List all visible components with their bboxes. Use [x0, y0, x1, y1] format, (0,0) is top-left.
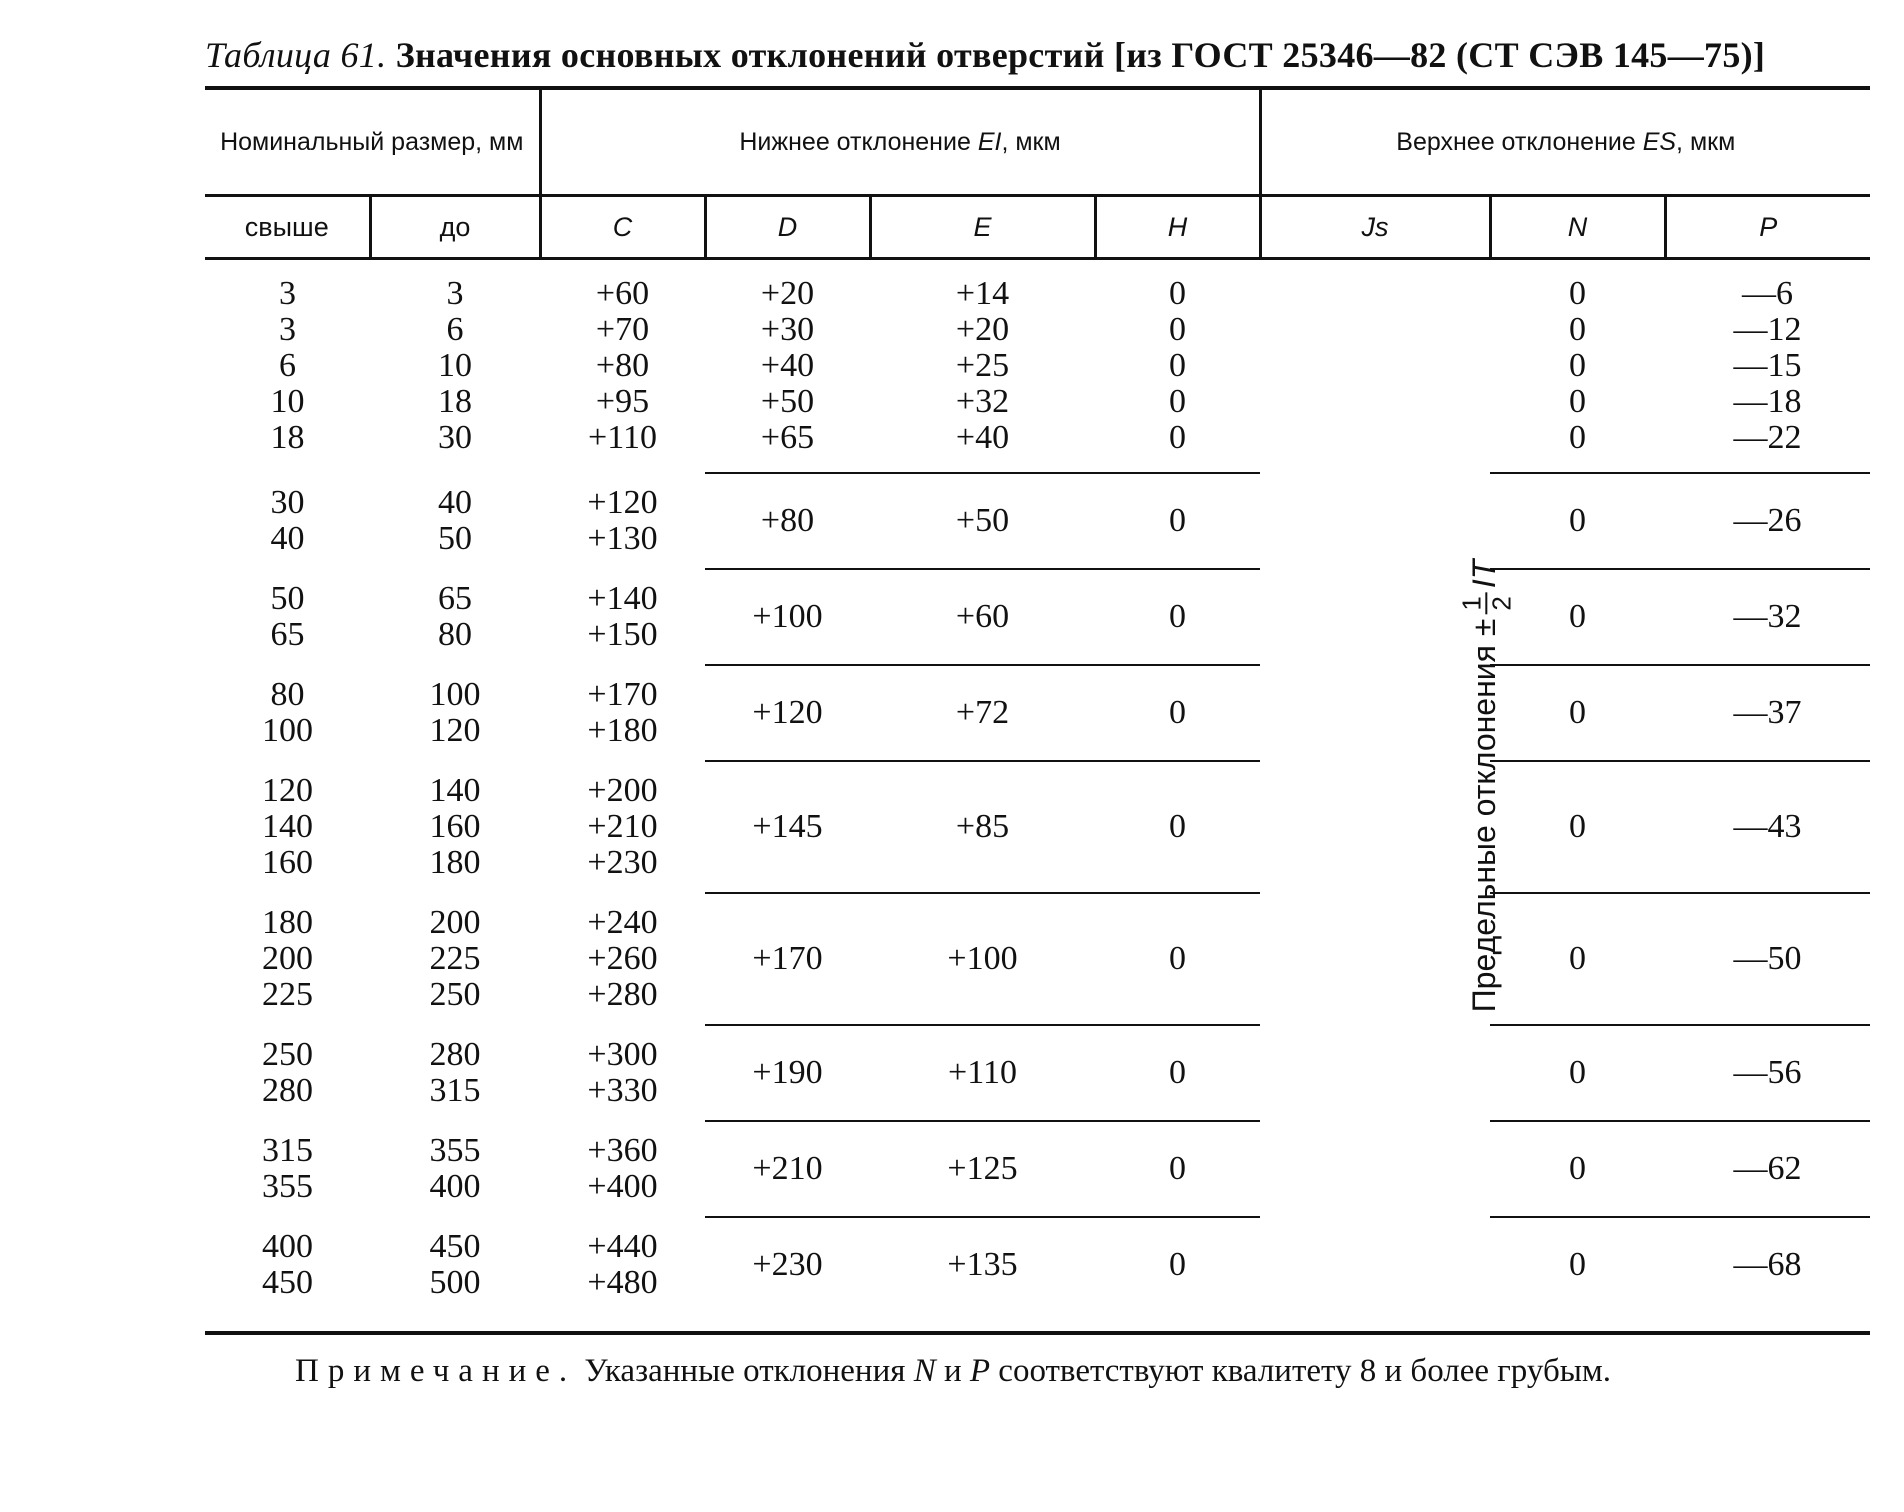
- cell-value: +32: [955, 382, 1010, 420]
- cell-p: [1665, 1217, 1870, 1313]
- table-body: [205, 259, 1870, 1313]
- note-text-c: соответствуют квалитету 8 и более грубым.: [990, 1352, 1612, 1389]
- cell-value: 10: [270, 383, 305, 421]
- cell-value: —50: [1733, 939, 1802, 977]
- cell-c: [540, 665, 705, 761]
- cell-value: 18: [438, 383, 472, 421]
- table-row: [205, 569, 1870, 665]
- cell-value: 180: [262, 903, 313, 941]
- cell-value: 250: [262, 1035, 313, 1073]
- cell-value: +170: [752, 939, 823, 977]
- cell-value: +280: [587, 975, 658, 1013]
- table-row: [205, 893, 1870, 1025]
- cell-h: [1095, 259, 1260, 473]
- cell-e: [870, 259, 1095, 473]
- col-h: H: [1095, 196, 1260, 259]
- cell-value: —68: [1733, 1246, 1802, 1283]
- table-row: [205, 761, 1870, 893]
- es-unit: , мкм: [1676, 128, 1736, 156]
- cell-n: [1490, 473, 1665, 569]
- note-symbol-p: P: [969, 1352, 991, 1389]
- cell-value: 0: [1169, 382, 1187, 420]
- note-symbol-n: N: [913, 1352, 936, 1389]
- cell-h: [1095, 569, 1260, 665]
- cell-over: [205, 259, 370, 473]
- cell-value: 0: [1169, 1149, 1187, 1187]
- cell-value: +230: [587, 843, 658, 881]
- cell-value: +240: [587, 903, 658, 941]
- header-upper-deviation: [1260, 90, 1870, 196]
- cell-value: +130: [587, 519, 658, 557]
- table-row: [205, 1121, 1870, 1217]
- cell-value: +400: [587, 1167, 658, 1205]
- table-row: [205, 1025, 1870, 1121]
- cell-c: [540, 761, 705, 893]
- cell-value: 200: [262, 939, 313, 977]
- cell-value: +110: [588, 419, 657, 457]
- cell-value: 0: [1569, 274, 1587, 312]
- cell-h: [1095, 1121, 1260, 1217]
- cell-value: +200: [587, 771, 658, 809]
- cell-over: [205, 893, 370, 1025]
- cell-value: +65: [760, 418, 815, 456]
- cell-value: +80: [760, 501, 815, 539]
- cell-value: 65: [270, 615, 305, 653]
- cell-n: [1490, 893, 1665, 1025]
- cell-value: +190: [752, 1053, 823, 1091]
- col-js: Js: [1260, 196, 1490, 259]
- cell-value: +170: [587, 675, 658, 713]
- cell-to: [370, 761, 540, 893]
- cell-to: [370, 1025, 540, 1121]
- cell-h: [1095, 893, 1260, 1025]
- cell-n: [1490, 1025, 1665, 1121]
- cell-value: 400: [262, 1227, 313, 1265]
- cell-value: +100: [752, 597, 823, 635]
- table-row: [205, 665, 1870, 761]
- cell-e: [870, 893, 1095, 1025]
- caption-label: Таблица 61.: [205, 35, 387, 75]
- cell-value: 0: [1569, 501, 1587, 539]
- cell-c: [540, 1217, 705, 1313]
- cell-value: +360: [587, 1131, 658, 1169]
- fraction: [1457, 592, 1515, 614]
- cell-value: 0: [1569, 382, 1587, 420]
- cell-c: [540, 259, 705, 473]
- cell-value: 120: [262, 771, 313, 809]
- cell-c: [540, 473, 705, 569]
- cell-value: +100: [947, 939, 1018, 977]
- cell-d: [705, 1121, 870, 1217]
- cell-value: 3: [279, 311, 296, 349]
- table-row: [205, 259, 1870, 473]
- cell-p: [1665, 1025, 1870, 1121]
- cell-value: 40: [438, 483, 472, 521]
- cell-value: —62: [1733, 1149, 1802, 1187]
- cell-to: [370, 569, 540, 665]
- es-prefix: Верхнее отклонение: [1396, 128, 1643, 156]
- cell-h: [1095, 761, 1260, 893]
- header-nominal-size: Номинальный размер, мм: [205, 90, 540, 196]
- cell-value: +20: [760, 274, 815, 312]
- cell-value: +120: [587, 483, 658, 521]
- cell-value: 0: [1569, 939, 1587, 977]
- cell-value: +40: [955, 418, 1010, 456]
- cell-value: +300: [587, 1035, 658, 1073]
- cell-value: +230: [752, 1246, 823, 1283]
- cell-value: +85: [955, 807, 1010, 845]
- cell-d: [705, 259, 870, 473]
- cell-value: +80: [595, 347, 650, 385]
- cell-value: +150: [587, 615, 658, 653]
- cell-value: +50: [760, 382, 815, 420]
- cell-value: 30: [438, 419, 472, 457]
- cell-n: [1490, 761, 1665, 893]
- ei-unit: , мкм: [1001, 128, 1061, 156]
- cell-value: —32: [1733, 597, 1802, 635]
- header-lower-deviation: [540, 90, 1260, 196]
- cell-h: [1095, 1025, 1260, 1121]
- cell-value: +140: [587, 579, 658, 617]
- cell-value: 6: [446, 311, 464, 349]
- cell-value: —15: [1733, 346, 1802, 384]
- cell-value: 0: [1169, 1246, 1187, 1283]
- cell-value: +120: [752, 693, 823, 731]
- cell-value: 30: [270, 483, 305, 521]
- page: [205, 30, 1870, 1389]
- cell-e: [870, 665, 1095, 761]
- cell-value: 3: [446, 275, 464, 313]
- cell-value: 315: [429, 1071, 481, 1109]
- js-limit-note: [1260, 259, 1517, 1313]
- cell-value: +95: [595, 383, 650, 421]
- cell-value: —43: [1733, 807, 1802, 845]
- cell-value: +180: [587, 711, 658, 749]
- cell-value: 0: [1169, 807, 1187, 845]
- col-d: D: [705, 196, 870, 259]
- cell-value: 280: [429, 1035, 481, 1073]
- cell-p: [1665, 893, 1870, 1025]
- cell-to: [370, 1121, 540, 1217]
- cell-value: 0: [1169, 418, 1187, 456]
- cell-e: [870, 569, 1095, 665]
- cell-value: +40: [760, 346, 815, 384]
- cell-e: [870, 761, 1095, 893]
- es-symbol: ES: [1642, 128, 1677, 156]
- table-row: [205, 473, 1870, 569]
- col-p: P: [1665, 196, 1870, 259]
- cell-to: [370, 665, 540, 761]
- cell-value: —12: [1733, 310, 1802, 348]
- deviation-table: [205, 90, 1870, 1313]
- cell-d: [705, 569, 870, 665]
- note-text-a: Указанные отклонения: [576, 1352, 914, 1389]
- cell-value: 120: [429, 711, 481, 749]
- cell-n: [1490, 1217, 1665, 1313]
- cell-value: +30: [760, 310, 815, 348]
- cell-over: [205, 473, 370, 569]
- cell-over: [205, 1217, 370, 1313]
- cell-h: [1095, 665, 1260, 761]
- table-row: [205, 1217, 1870, 1313]
- cell-n: [1490, 569, 1665, 665]
- cell-p: [1665, 1121, 1870, 1217]
- cell-value: +50: [955, 501, 1010, 539]
- cell-value: 250: [429, 975, 481, 1013]
- cell-value: —22: [1733, 418, 1802, 456]
- ei-prefix: Нижнее отклонение: [739, 128, 978, 156]
- cell-value: 225: [262, 975, 313, 1013]
- cell-p: [1665, 761, 1870, 893]
- cell-value: 10: [438, 347, 472, 385]
- cell-value: +20: [955, 310, 1010, 348]
- cell-d: [705, 761, 870, 893]
- cell-over: [205, 1121, 370, 1217]
- cell-value: 160: [262, 843, 313, 881]
- cell-value: +70: [595, 311, 650, 349]
- cell-h: [1095, 1217, 1260, 1313]
- cell-value: 0: [1169, 346, 1187, 384]
- fraction-numerator: 1: [1457, 592, 1487, 614]
- ei-symbol: EI: [977, 128, 1002, 156]
- cell-n: [1490, 1121, 1665, 1217]
- cell-p: [1665, 569, 1870, 665]
- cell-d: [705, 893, 870, 1025]
- note-text-b: и: [935, 1352, 970, 1389]
- cell-value: +72: [955, 693, 1010, 731]
- cell-value: 0: [1569, 1149, 1587, 1187]
- cell-value: 0: [1169, 310, 1187, 348]
- fraction-denominator: 2: [1486, 596, 1517, 611]
- cell-h: [1095, 473, 1260, 569]
- cell-value: 0: [1569, 597, 1587, 635]
- js-suffix: IT: [1465, 559, 1502, 589]
- cell-value: 0: [1569, 693, 1587, 731]
- cell-to: [370, 259, 540, 473]
- cell-value: +145: [752, 807, 823, 845]
- cell-e: [870, 473, 1095, 569]
- cell-value: 180: [429, 843, 481, 881]
- cell-n: [1490, 259, 1665, 473]
- cell-to: [370, 473, 540, 569]
- cell-value: 6: [279, 347, 296, 385]
- cell-value: +110: [948, 1053, 1017, 1091]
- note-label: Примечание.: [295, 1352, 577, 1389]
- cell-p: [1665, 473, 1870, 569]
- cell-value: +330: [587, 1071, 658, 1109]
- js-text: Предельные отклонения ±: [1465, 618, 1502, 1013]
- cell-value: —18: [1733, 382, 1802, 420]
- cell-value: —37: [1733, 693, 1802, 731]
- cell-value: 0: [1169, 939, 1187, 977]
- cell-value: +60: [955, 597, 1010, 635]
- cell-to: [370, 893, 540, 1025]
- cell-e: [870, 1121, 1095, 1217]
- cell-c: [540, 893, 705, 1025]
- cell-value: +125: [947, 1149, 1018, 1187]
- cell-value: —26: [1733, 501, 1802, 539]
- cell-c: [540, 1121, 705, 1217]
- cell-value: 280: [262, 1071, 313, 1109]
- cell-over: [205, 761, 370, 893]
- col-e: E: [870, 196, 1095, 259]
- cell-value: 225: [429, 939, 481, 977]
- col-c: C: [540, 196, 705, 259]
- cell-over: [205, 1025, 370, 1121]
- cell-over: [205, 665, 370, 761]
- cell-value: +25: [955, 346, 1010, 384]
- bottom-rule: [205, 1331, 1870, 1335]
- cell-p: [1665, 259, 1870, 473]
- cell-value: 140: [429, 771, 481, 809]
- cell-value: +210: [587, 807, 658, 845]
- cell-value: +135: [947, 1246, 1018, 1283]
- cell-value: 0: [1169, 597, 1187, 635]
- cell-value: +14: [955, 274, 1010, 312]
- cell-value: 200: [429, 903, 481, 941]
- cell-value: 355: [262, 1167, 313, 1205]
- cell-value: 0: [1569, 807, 1587, 845]
- cell-value: 450: [429, 1227, 481, 1265]
- caption-title: Значения основных отклонений отверстий [из ГОСТ 25346—82 (СТ СЭВ 145—75)]: [395, 35, 1766, 75]
- col-n: N: [1490, 196, 1665, 259]
- cell-over: [205, 569, 370, 665]
- cell-value: 315: [262, 1131, 313, 1169]
- cell-value: 400: [429, 1167, 481, 1205]
- cell-d: [705, 1025, 870, 1121]
- cell-value: 500: [429, 1263, 481, 1301]
- cell-e: [870, 1217, 1095, 1313]
- cell-value: 450: [262, 1263, 313, 1301]
- cell-e: [870, 1025, 1095, 1121]
- cell-p: [1665, 665, 1870, 761]
- cell-value: +480: [587, 1263, 658, 1301]
- cell-d: [705, 665, 870, 761]
- cell-value: 50: [438, 519, 472, 557]
- cell-c: [540, 1025, 705, 1121]
- cell-value: —56: [1733, 1053, 1802, 1091]
- cell-d: [705, 1217, 870, 1313]
- cell-n: [1490, 665, 1665, 761]
- cell-value: 160: [429, 807, 481, 845]
- cell-value: 0: [1169, 1053, 1187, 1091]
- table-caption: [205, 30, 1870, 80]
- cell-value: 50: [270, 579, 305, 617]
- cell-value: 3: [279, 275, 296, 313]
- cell-value: +60: [595, 275, 650, 313]
- cell-value: 100: [429, 675, 481, 713]
- cell-value: +260: [587, 939, 658, 977]
- table-note: [205, 1353, 1870, 1389]
- cell-value: 0: [1569, 310, 1587, 348]
- col-over: свыше: [205, 196, 370, 259]
- cell-value: +440: [587, 1227, 658, 1265]
- cell-c: [540, 569, 705, 665]
- cell-value: 80: [270, 675, 305, 713]
- cell-value: 355: [429, 1131, 481, 1169]
- cell-value: 100: [262, 711, 313, 749]
- cell-value: 0: [1169, 693, 1187, 731]
- cell-d: [705, 473, 870, 569]
- cell-value: 140: [262, 807, 313, 845]
- cell-value: 0: [1569, 346, 1587, 384]
- cell-value: 0: [1569, 1246, 1587, 1283]
- cell-value: 40: [270, 519, 305, 557]
- cell-value: 0: [1569, 418, 1587, 456]
- col-to: до: [370, 196, 540, 259]
- cell-to: [370, 1217, 540, 1313]
- cell-value: 18: [270, 419, 305, 457]
- cell-value: —6: [1742, 274, 1794, 312]
- cell-value: +210: [752, 1149, 823, 1187]
- js-label: [1457, 560, 1515, 1013]
- cell-value: 80: [438, 615, 472, 653]
- cell-value: 0: [1569, 1053, 1587, 1091]
- cell-value: 0: [1169, 274, 1187, 312]
- cell-value: 65: [438, 579, 472, 617]
- cell-value: 0: [1169, 501, 1187, 539]
